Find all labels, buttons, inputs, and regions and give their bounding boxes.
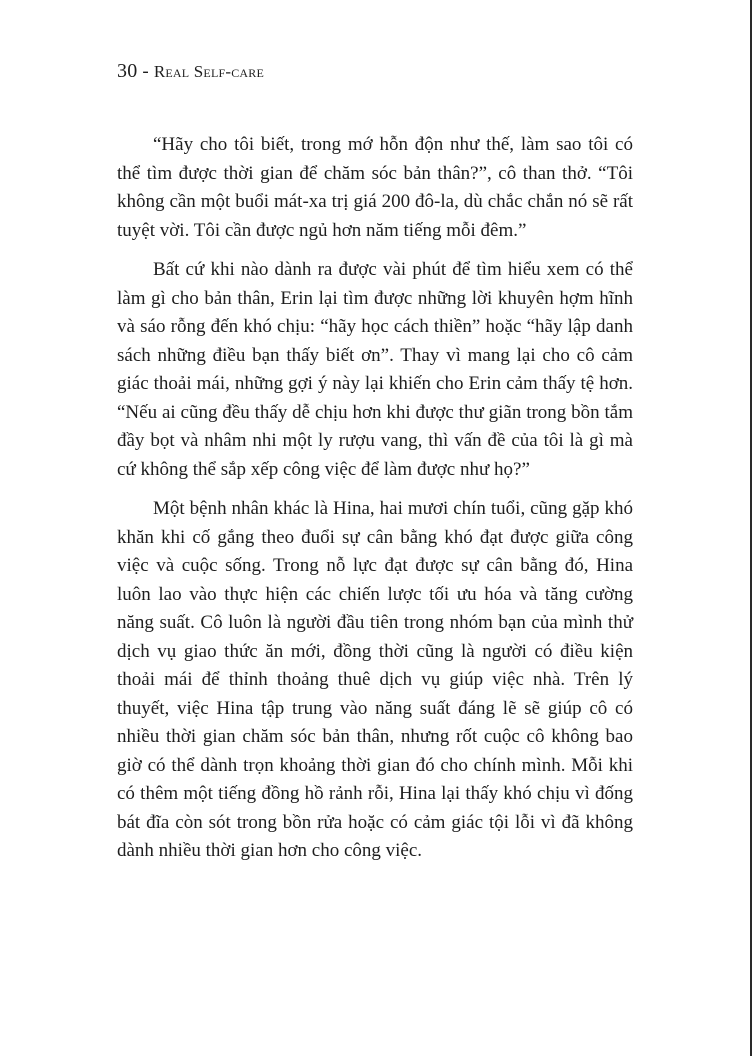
book-title: Real Self-care (153, 62, 265, 81)
paragraph: Bất cứ khi nào dành ra được vài phút để tìm hiểu xem có thể làm gì cho bản thân, Erin lại tìm được những lời khuyên hợm hĩnh và sáo rỗng đến khó chịu: “hãy học cách thiền” hoặc “hãy lập danh sách những điều bạn thấy biết ơn”. Thay vì mang lại cho cô cảm giác thoải mái, những gợi ý này lại khiến cho Erin cảm thấy tệ hơn. “Nếu ai cũng đều thấy dễ chịu hơn khi được thư giãn trong bồn tắm đầy bọt và nhâm nhi một ly rượu vang, thì vấn đề của tôi là gì mà cứ không thể sắp xếp công việc để làm được như họ?” (117, 259, 633, 480)
body-text (117, 131, 633, 877)
page-number: 30 (117, 60, 138, 82)
header-separator: - (137, 61, 154, 82)
running-head (117, 60, 264, 83)
paragraph: “Hãy cho tôi biết, trong mớ hỗn độn như thế, làm sao tôi có thể tìm được thời gian để chăm sóc bản thân?”, cô than thở. “Tôi không cần một buổi mát-xa trị giá 200 đô-la, dù chắc chắn nó sẽ rất tuyệt vời. Tôi cần được ngủ hơn năm tiếng mỗi đêm.” (117, 134, 633, 241)
paragraph: Một bệnh nhân khác là Hina, hai mươi chín tuổi, cũng gặp khó khăn khi cố gắng theo đuổi sự cân bằng khó đạt được giữa công việc và cuộc sống. Trong nỗ lực đạt được sự cân bằng đó, Hina luôn lao vào thực hiện các chiến lược tối ưu hóa và tăng cường năng suất. Cô luôn là người đầu tiên trong nhóm bạn của mình thử dịch vụ giao thức ăn mới, đồng thời cũng là người có điều kiện thoải mái để thỉnh thoảng thuê dịch vụ giúp việc nhà. Trên lý thuyết, việc Hina tập trung vào năng suất đáng lẽ sẽ giúp cô có nhiều thời gian chăm sóc bản thân, nhưng rốt cuộc cô không bao giờ có thể dành trọn khoảng thời gian đó cho chính mình. Mỗi khi có thêm một tiếng đồng hồ rảnh rỗi, Hina lại thấy khó chịu vì đống bát đĩa còn sót trong bồn rửa hoặc có cảm giác tội lỗi vì đã không dành nhiều thời gian hơn cho công việc. (117, 498, 633, 861)
